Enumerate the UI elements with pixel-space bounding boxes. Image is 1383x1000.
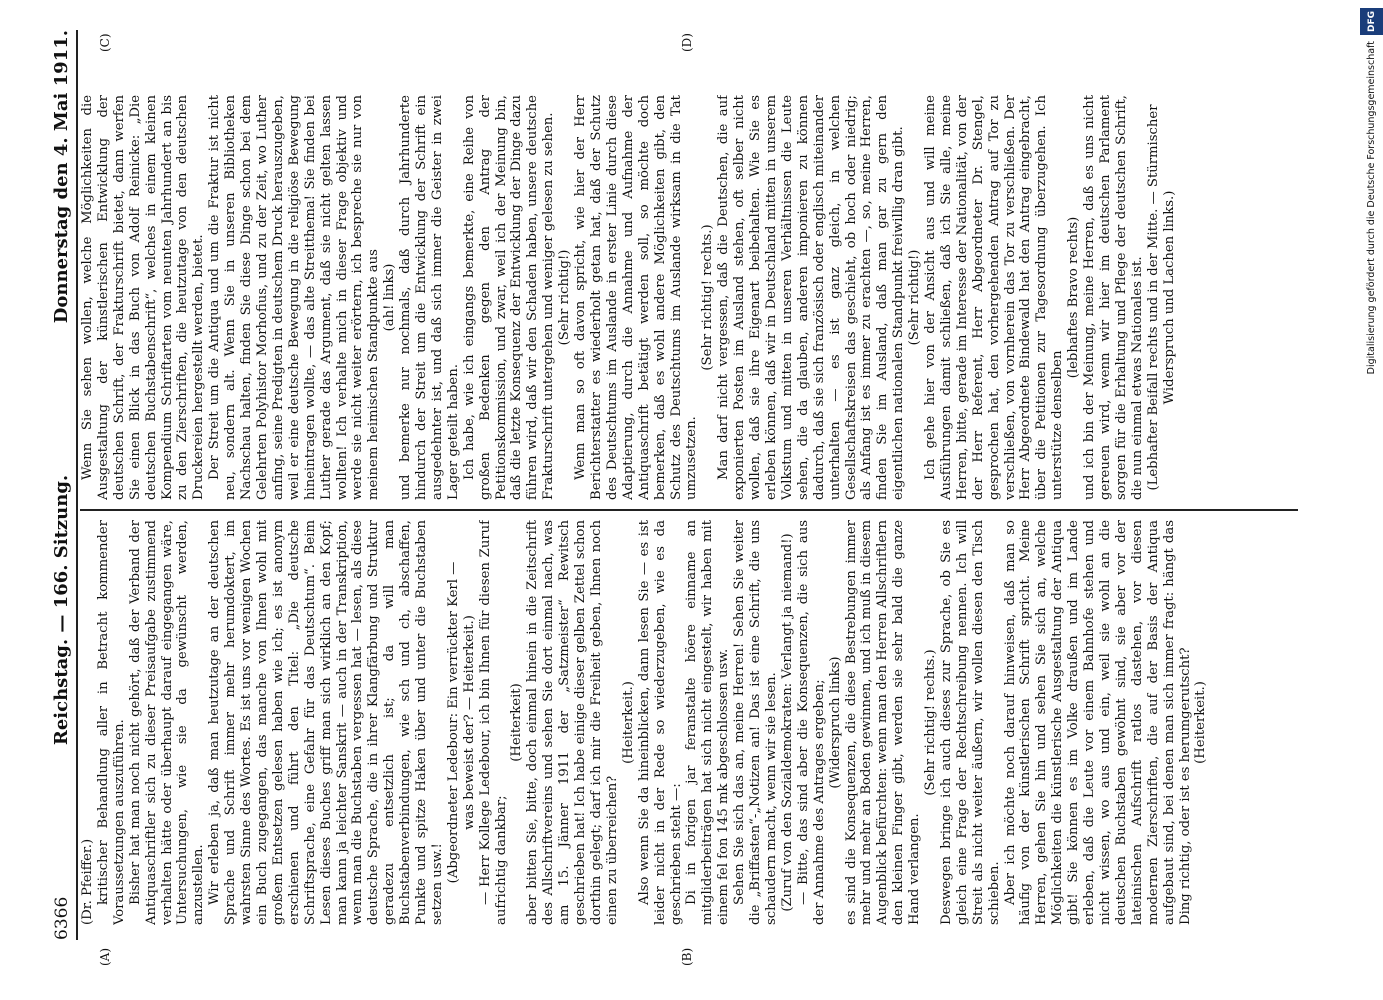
paragraph: Bisher hat man noch nicht gehört, daß der Verband der Antiquaschriftler sich zu dieser Preisaufgabe zustimmend verhalten hätte oder überhaupt darauf eingegangen wäre, Untersuchungen, wie sie da gewünscht werden, anzustellen. (127, 520, 207, 925)
margin-marker-d: (D) (680, 33, 694, 52)
interjection: (Heiterkeit) (509, 683, 525, 762)
margin-marker-a: (A) (98, 947, 112, 966)
paragraph: aber bitten Sie, bitte, doch einmal hinein in die Zeitschrift des Allschriftvereins und sehen Sie dort einmal nach, was am 15. Jänner 1911 der „Satzmeister“ Rewitsch geschrieben hat! Ich habe einige dieser gelben Zettel schon dorthin gelegt; darf ich mir die Freiheit geben, Ihnen noch einen zu überreichen? (525, 520, 620, 925)
session-title: Reichstag. — 166. Sitzung. (51, 474, 72, 746)
paragraph: Man darf nicht vergessen, daß die Deutschen, die auf exponierten Posten im Ausland stehen, oft selber nicht wollen, daß sie ihre Eigenart beibehalten. Wie Sie es erleben können, daß wir in Deutschland mitten in unserem Volkstum und mitten in unseren Verhältnissen die Leute sehen, die da glauben, anderen imponieren zu können dadurch, daß sie sich französisch oder englisch miteinander unterhalten — es ist ganz gleich, in welchen Gesellschaftskreisen das geschieht, ob hoch oder niedrig; als Anfang ist es immer zu erachten —, so, meine Herren, finden Sie im Ausland, daß man gar zu gern den eigentlichen nationalen Standpunkt freiwillig dran gibt. (716, 95, 907, 500)
paragraph: Wenn Sie sehen wollen, welche Möglichkeiten die Ausgestaltung der künstlerischen Entwicklung der deutschen Schrift, der Frakturschrift bietet, dann werfen Sie einen Blick in das Buch von Adolf Reinicke: „Die deutschen Buchstabenschrift“, welches in einem kleinen Kompendium Schriftarten vom neunten Jahrhundert an bis zu den Zierschriften, die heutzutage von den deutschen Druckereien hergestellt werden, bietet. (80, 95, 207, 500)
credit-text: Digitalisierung gefördert durch die Deutsche Forschungsgemeinschaft (1366, 41, 1377, 375)
paragraph: Der Streit um die Antiqua und um die Fraktur ist nicht neu, sondern alt. Wenn Sie in unseren Bibliotheken Nachschau halten, finden Sie diese Dinge schon bei dem Gelehrten Polyhistor Morhofius, und zu der Zeit, wo Luther anfing, seine Predigten in deutschem Druck herauszugeben, weil er eine deutsche Bewegung in die religiöse Bewegung hineintragen wollte, — das alte Streitthema! Sie finden bei Luther gerade das Argument, daß sie nicht gelten lassen wollten! Ich verhalte mich in dieser Frage objektiv und werde sie nicht weiter erörtern, ich bespreche sie nur von meinem heimischen Standpunkte aus (207, 95, 382, 500)
paragraph: — Herr Kollege Ledebour, ich bin Ihnen für diesen Zuruf aufrichtig dankbar; (477, 520, 509, 925)
left-column (80, 520, 1298, 925)
interjection: (Abgeordneter Ledebour: Ein verrückter Kerl — (445, 561, 461, 884)
margin-marker-c: (C) (98, 33, 112, 52)
paragraph: und bemerke nur nochmals, daß durch Jahrhunderte hindurch der Streit um die Entwicklung der Schrift ein ausgedehnter ist, und daß sich immer die Geister in zwei Lager geteilt haben. (398, 95, 461, 500)
paragraph: — Bitte, das sind aber die Konsequenzen, die sich aus der Annahme des Antrages ergeben; (795, 520, 827, 925)
interjection: was beweist der? — Heiterkeit.) (461, 615, 477, 830)
paragraph: kritischer Behandlung aller in Betracht kommender Voraussetzungen auszuführen. (95, 520, 127, 925)
right-column (80, 95, 1298, 500)
interjection: (Widerspruch links) (827, 656, 843, 789)
interjection: (Sehr richtig!) (907, 249, 923, 346)
digitization-credit (1361, 0, 1383, 1000)
quotation: Di in forigen jar feranstalte höere einname an mitgliderbeiträgen hat sich nicht eingestelt, wir haben mit einem fel fon 145 mk abgeschlossen usw. (684, 520, 732, 925)
interjection: (Sehr richtig!) (557, 249, 573, 346)
session-date: Donnerstag den 4. Mai 1911. (51, 30, 72, 324)
page-header (38, 30, 78, 940)
interjection: (ah! links) (382, 263, 398, 332)
interjection: (Heiterkeit.) (1193, 681, 1209, 764)
paragraph: Ich gehe hier von der Ansicht aus und will meine Ausführungen damit schließen, daß ich Sie alle, meine Herren, bitte, gerade im Interesse der Nationalität, von der der Herr Referent, Herr Abgeordneter Dr. Stengel, gesprochen hat, den vorhergehenden Antrag auf Tor zu verschließen, von vornherein das Tor zu verschließen. Der Herr Abgeordnete Bindewald hat den Antrag eingebracht, über die Petitionen zur Tagesordnung überzugehen. Ich unterstütze denselben (923, 95, 1066, 500)
column-divider (80, 509, 1298, 511)
paragraph: Ich habe, wie ich eingangs bemerkte, eine Reihe von großen Bedenken gegen den Antrag der Petitionskommission, und zwar, weil ich der Meinung bin, daß die letzte Konsequenz der Entwicklung der Dinge dazu führen wird, daß wir den Schaden haben, unsere deutsche Frakturschrift untergehen und weniger gelesen zu sehen. (461, 95, 557, 500)
interjection: (Zuruf von den Sozialdemokraten: Verlangt ja niemand!) (779, 533, 795, 912)
paragraph: und ich bin der Meinung, meine Herren, daß es uns nicht gereuen wird, wenn wir hier im deutschen Parlament sorgen für die Erhaltung und Pflege der deutschen Schrift, die nun einmal etwas Nationales ist. (1082, 95, 1145, 500)
interjection: (Sehr richtig! rechts.) (700, 224, 716, 371)
speaker-label: (Dr. Pfeiffer.) (80, 838, 95, 925)
paragraph: Wir erleben ja, daß man heutzutage an der deutschen Sprache und Schrift immer mehr herumdoktert, im wahrsten Sinne des Wortes. Es ist uns vor wenigen Wochen ein Buch zugegangen, das manche von Ihnen wohl mit großem Entsetzen gelesen haben wie ich; es ist anonym erschienen und führt den Titel: „Die deutsche Schriftsprache, eine Gefahr für das Deutschtum“. Beim Lesen dieses Buches griff man sich wirklich an den Kopf; man kann ja leichter Sanskrit — auch in der Transkription, wenn man die Buchstaben vergessen hat — lesen, als diese deutsche Sprache, die in ihrer Klangfärbung und Struktur geradezu entsetzlich ist; da will man Buchstabenverbindungen, wie sch und ch, abschaffen, Punkte und spitze Haken über und unter die Buchstaben setzen usw.! (207, 520, 445, 925)
page-number: 6366 (52, 896, 72, 940)
paragraph: Wenn man so oft davon spricht, wie hier der Herr Berichterstatter es wiederholt getan hat, daß der Schutz des Deutschtums im Auslande in erster Linie durch diese Adaptierung, durch die Annahme und Aufnahme der Antiquaschrift betätigt werden soll, so möchte doch bemerken, daß es wohl andere Möglichkeiten gibt, den Schutz des Deutschtums im Auslande wirksam in die Tat umzusetzen. (573, 95, 700, 500)
dfg-logo: DFG (1360, 8, 1383, 35)
paragraph: Sehen Sie sich das an, meine Herren! Sehen Sie weiter die „Briffasten“-„Notizen an! Das ist eine Schrift, die uns schaudern macht, wenn wir sie lesen. (732, 520, 779, 925)
interjection: (lebhaftes Bravo rechts) (1066, 216, 1082, 379)
paragraph: Deswegen bringe ich auch dieses zur Sprache, ob Sie es gleich eine Frage der Rechtschreibung nennen. Ich will Streit als nicht weiter äußern, wir wollen diesen den Tisch schieben. (938, 520, 1002, 925)
paragraph: es sind die Konsequenzen, die diese Bestrebungen immer mehr und mehr an Boden gewinnen, und ich muß in diesem Augenblick befürchten: wenn man den Herren Allschriftlern den kleinen Finger gibt, werden sie sehr bald die ganze Hand verlangen. (843, 520, 923, 925)
paragraph: Aber ich möchte noch darauf hinweisen, daß man so häufig von der künstlerischen Schrift spricht. Meine Herren, gehen Sie hin und sehen Sie sich an, welche Möglichkeiten die künstlerische Ausgestaltung der Antiqua gibt! Sie können es im Volke draußen und im Lande erleben, daß die Leute vor einem Bahnhofe stehen und nicht wissen, wo aus und ein, weil sie wohl an die deutschen Buchstaben gewöhnt sind, sie aber vor der lateinischen Aufschrift ratlos dastehen, vor diesen modernen Zierschriften, die auf der Basis der Antiqua aufgebaut sind, bei denen man sich immer fragt: hängt das Ding richtig, oder ist es herumgerutscht? (1002, 520, 1193, 925)
interjection: (Lebhafter Beifall rechts und in der Mitte. — Stürmischer Widerspruch und Lachen links.) (1145, 104, 1177, 491)
interjection: (Heiterkeit.) (620, 681, 636, 764)
margin-marker-b: (B) (680, 947, 694, 966)
interjection: (Sehr richtig! rechts.) (923, 649, 939, 796)
paragraph: Also wenn Sie da hineinblicken, dann lesen Sie — es ist leider nicht in der Rede so wiederzugeben, wie es da geschrieben steht —: (636, 520, 684, 925)
